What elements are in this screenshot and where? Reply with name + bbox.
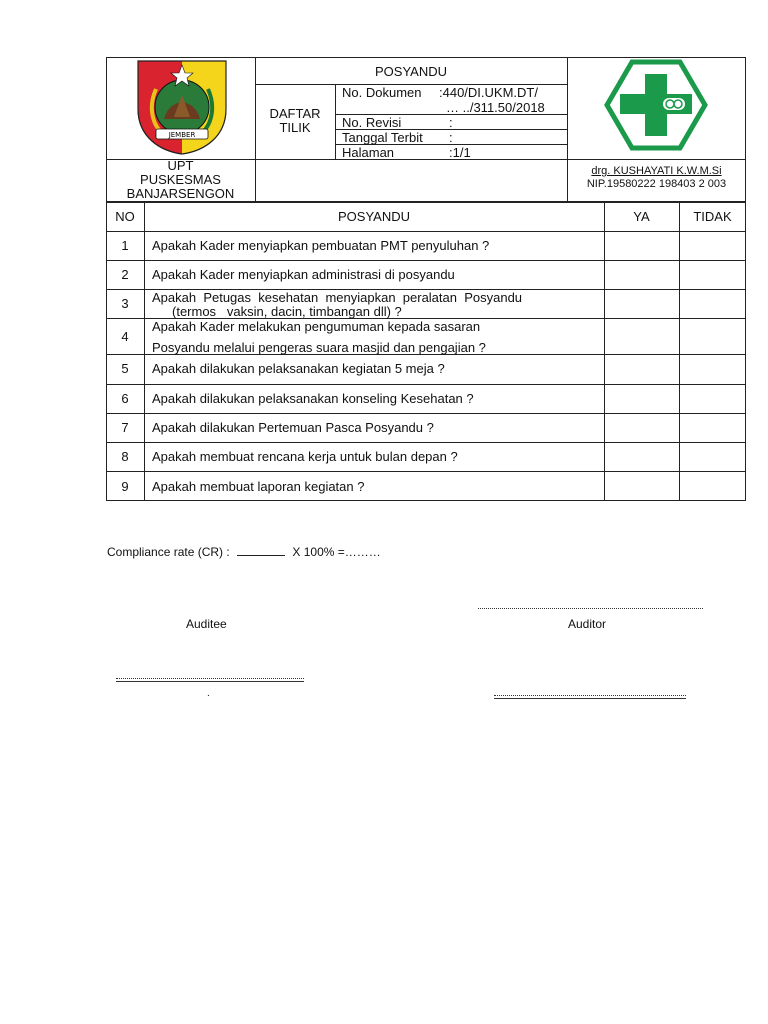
row-question-cont: (termos vaksin, dacin, timbangan dll) ? (172, 304, 402, 319)
document-title: POSYANDU (375, 63, 447, 79)
row-number: 9 (121, 479, 129, 494)
signer-name: drg. KUSHAYATI K.W.M.Si (591, 165, 722, 177)
compliance-label: Compliance rate (CR) : (107, 545, 230, 559)
row-question: Apakah Kader menyiapkan administrasi di posyandu (152, 267, 455, 282)
document-type (255, 107, 335, 135)
meta-label-terbit: Tanggal Terbit (342, 130, 423, 145)
auditee-label: Auditee (186, 617, 227, 631)
row-number: 8 (121, 449, 129, 464)
auditor-signature-line (494, 695, 686, 696)
row-question: Apakah dilakukan pelaksanakan konseling Kesehatan ? (152, 391, 474, 406)
row-number: 2 (121, 267, 129, 282)
meta-label-revisi: No. Revisi (342, 115, 402, 130)
auditee-signature-underline (116, 681, 304, 682)
compliance-blank (237, 555, 285, 556)
row-question: Apakah membuat rencana kerja untuk bulan depan ? (152, 449, 458, 464)
doc-type-line-1: DAFTAR (269, 106, 321, 121)
row-number: 7 (121, 420, 129, 435)
emblem-banner-text: JEMBER (168, 131, 196, 139)
row-question: Apakah Kader menyiapkan pembuatan PMT penyuluhan ? (152, 238, 490, 253)
org-line-2: PUSKESMAS (140, 172, 221, 187)
row-number: 5 (121, 361, 129, 376)
row-question: Apakah membuat laporan kegiatan ? (152, 479, 365, 494)
auditor-signature-underline (494, 698, 686, 699)
auditee-signature-line (116, 678, 304, 679)
auditor-signature-dots-top (478, 608, 703, 609)
meta-label-halaman: Halaman (342, 145, 395, 160)
row-number: 3 (121, 296, 129, 311)
column-header-no: NO (115, 209, 135, 224)
doc-type-line-2: TILIK (279, 120, 311, 135)
compliance-formula: X 100% =……… (292, 545, 381, 559)
meta-value-dokumen: :440/DI.UKM.DT/ (439, 85, 538, 100)
row-number: 4 (121, 329, 129, 344)
document-header (106, 57, 746, 202)
row-question: Apakah Kader melakukan pengumuman kepada sasaran (152, 319, 481, 334)
meta-value-dokumen-cont: … ../311.50/2018 (446, 100, 545, 115)
row-number: 6 (121, 391, 129, 406)
row-question: Apakah dilakukan Pertemuan Pasca Posyandu ? (152, 420, 434, 435)
row-question: Apakah Petugas kesehatan menyiapkan peralatan Posyandu (152, 290, 523, 305)
signer-nip: NIP.19580222 198403 2 003 (586, 178, 727, 190)
row-question: Apakah dilakukan pelaksanakan kegiatan 5 meja ? (152, 361, 445, 376)
jember-emblem-logo (134, 59, 230, 155)
column-header-posyandu: POSYANDU (338, 209, 410, 224)
column-header-tidak: TIDAK (693, 209, 732, 224)
auditor-label: Auditor (568, 617, 607, 631)
meta-label-dokumen: No. Dokumen (342, 85, 422, 100)
organization-name (106, 159, 255, 201)
puskesmas-logo (602, 59, 710, 151)
row-number: 1 (121, 238, 129, 253)
meta-value-revisi: : (449, 115, 453, 130)
checklist-table (106, 202, 746, 501)
row-question-cont: Posyandu melalui pengeras suara masjid dan pengajian ? (152, 340, 486, 355)
meta-value-terbit: : (449, 130, 453, 145)
org-line-3: BANJARSENGON (126, 186, 235, 201)
org-line-1: UPT (167, 158, 194, 173)
auditee-dot: . (207, 688, 210, 699)
compliance-rate-line (107, 545, 381, 559)
meta-value-halaman: :1/1 (449, 145, 471, 160)
column-header-ya: YA (633, 209, 650, 224)
